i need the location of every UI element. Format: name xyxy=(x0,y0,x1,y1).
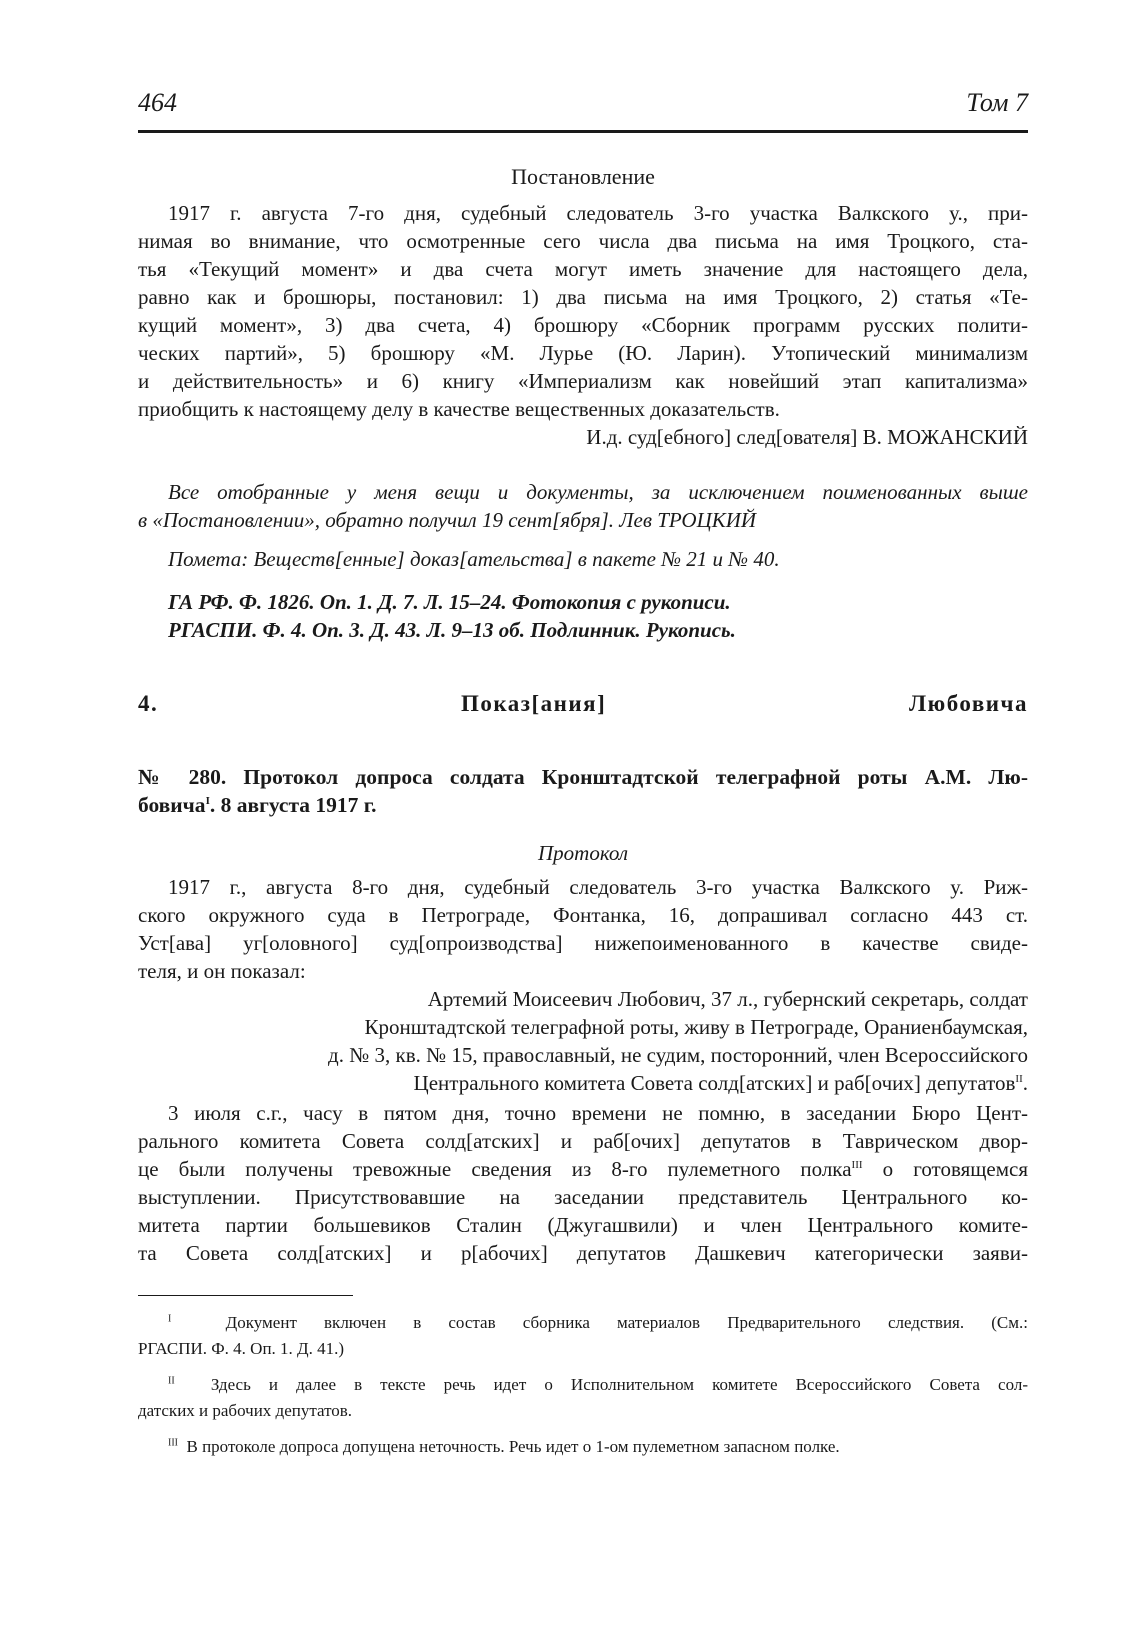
witness-line xyxy=(138,1069,1028,1097)
protocol-subtitle: Протокол xyxy=(538,841,628,865)
resolution-line: нимая во внимание, что осмотренные сего числа два письма на имя Троцкого, ста- xyxy=(138,229,1028,253)
resolution-line: равно как и брошюры, постановил: 1) два письма на имя Троцкого, 2) статья «Те- xyxy=(138,285,1028,309)
footnote-mark: II xyxy=(168,1375,175,1387)
document-heading xyxy=(138,763,1028,819)
running-head xyxy=(138,88,1028,122)
evidence-note: Помета: Веществ[енные] доказ[ательства] в пакете № 21 и № 40. xyxy=(168,547,780,571)
header-rule xyxy=(138,130,1028,133)
testimony-line xyxy=(138,1155,1028,1183)
archive-reference: ГА РФ. Ф. 1826. Оп. 1. Д. 7. Л. 15–24. Фотокопия с рукописи. xyxy=(168,590,731,614)
witness-line: д. № 3, кв. № 15, православный, не судим, посторонний, член Всероссийского xyxy=(328,1043,1028,1067)
footnote-ref: II xyxy=(1015,1073,1023,1085)
testimony xyxy=(138,1099,1028,1267)
footnote-line xyxy=(138,1310,1028,1336)
resolution-line: тья «Текущий момент» и два счета могут иметь значение для настоящего дела, xyxy=(138,257,1028,281)
testimony-line: та Совета солд[атских] и р[абочих] депутатов Дашкевич категорически заяви- xyxy=(138,1241,1028,1265)
footnote-text: Здесь и далее в тексте речь идет о Исполнительном комитете Всероссийского Совета сол- xyxy=(210,1375,1029,1394)
protocol-intro xyxy=(138,873,1028,985)
footnote-ref: I xyxy=(205,794,210,807)
resolution-signature: И.д. суд[ебного] след[ователя] В. МОЖАНСКИЙ xyxy=(586,425,1028,449)
intro-line: ского окружного суда в Петрограде, Фонтанка, 16, допрашивал согласно 443 ст. xyxy=(138,903,1028,927)
resolution-text xyxy=(138,199,1028,451)
document-title-date: . 8 августа 1917 г. xyxy=(209,793,377,817)
witness-line: Кронштадтской телеграфной роты, живу в Петрограде, Ораниенбаумская, xyxy=(364,1015,1028,1039)
document-title-line xyxy=(138,791,1028,819)
witness-line-text: Центрального комитета Совета солд[атских] и раб[очих] депутатов xyxy=(413,1071,1016,1095)
testimony-line: 3 июля с.г., часу в пятом дня, точно времени не помню, в заседании Бюро Цент- xyxy=(168,1101,1028,1125)
footnote-line: датских и рабочих депутатов. xyxy=(138,1401,353,1420)
protocol-subtitle-block xyxy=(138,839,1028,867)
footnote-text: Документ включен в состав сборника материалов Предварительного следствия. (См.: xyxy=(225,1313,1028,1332)
footnote-rule xyxy=(138,1295,353,1296)
testimony-line: выступлении. Присутствовавшие на заседании представитель Центрального ко- xyxy=(138,1185,1028,1209)
witness-info xyxy=(138,985,1028,1097)
testimony-line: митета партии большевиков Сталин (Джугашвили) и член Центрального комите- xyxy=(138,1213,1028,1237)
testimony-text: це были получены тревожные сведения из 8-го пулеметного полка xyxy=(138,1157,852,1181)
receipt-line: Все отобранные у меня вещи и документы, за исключением поименованных выше xyxy=(168,480,1028,504)
document-title-text: бовича xyxy=(138,793,206,817)
resolution-line: и действительность» и 6) книгу «Империализм как новейший этап капитализма» xyxy=(138,369,1028,393)
footnotes xyxy=(138,1310,1028,1460)
section-heading-block xyxy=(138,690,1028,718)
document-title-line: № 280. Протокол допроса солдата Кронштадтской телеграфной роты А.М. Лю- xyxy=(138,765,1028,789)
witness-line: Артемий Моисеевич Любович, 37 л., губернский секретарь, солдат xyxy=(427,987,1028,1011)
footnote-line xyxy=(138,1434,1028,1460)
archive-references xyxy=(138,588,1028,644)
resolution-line: ческих партий», 5) брошюру «М. Лурье (Ю. Ларин). Утопический минимализм xyxy=(138,341,1028,365)
receipt-note xyxy=(138,478,1028,534)
footnote-ref: III xyxy=(851,1159,863,1171)
archive-reference: РГАСПИ. Ф. 4. Оп. 3. Д. 43. Л. 9–13 об. Подлинник. Рукопись. xyxy=(168,618,736,642)
footnote-mark: III xyxy=(168,1437,178,1449)
page-number: 464 xyxy=(138,88,177,117)
receipt-line: в «Постановлении», обратно получил 19 сент[ября]. Лев ТРОЦКИЙ xyxy=(138,508,757,532)
intro-line: теля, и он показал: xyxy=(138,959,306,983)
resolution-title-block xyxy=(138,163,1028,191)
footnote-line: РГАСПИ. Ф. 4. Оп. 1. Д. 41.) xyxy=(138,1339,345,1358)
footnote-line xyxy=(138,1372,1028,1398)
intro-line: Уст[ава] уг[оловного] суд[опроизводства] нижепоименованного в качестве свиде- xyxy=(138,931,1028,955)
section-title: 4. Показ[ания] Любовича xyxy=(138,691,1028,716)
witness-line-end: . xyxy=(1022,1071,1028,1095)
testimony-text: о готовящемся xyxy=(862,1157,1029,1181)
footnote-text: В протоколе допроса допущена неточность. Речь идет о 1-ом пулеметном запасном полке. xyxy=(186,1437,840,1456)
resolution-line: приобщить к настоящему делу в качестве вещественных доказательств. xyxy=(138,397,780,421)
resolution-line: 1917 г. августа 7-го дня, судебный следователь 3-го участка Валкского у., при- xyxy=(168,201,1028,225)
resolution-line: кущий момент», 3) два счета, 4) брошюру «Сборник программ русских полити- xyxy=(138,313,1028,337)
evidence-note-block xyxy=(138,545,1028,573)
volume-label: Том 7 xyxy=(966,88,1028,117)
resolution-title: Постановление xyxy=(511,164,655,189)
testimony-line: рального комитета Совета солд[атских] и раб[очих] депутатов в Таврическом двор- xyxy=(138,1129,1028,1153)
footnote-mark: I xyxy=(168,1313,172,1325)
intro-line: 1917 г., августа 8-го дня, судебный следователь 3-го участка Валкского у. Риж- xyxy=(168,875,1028,899)
